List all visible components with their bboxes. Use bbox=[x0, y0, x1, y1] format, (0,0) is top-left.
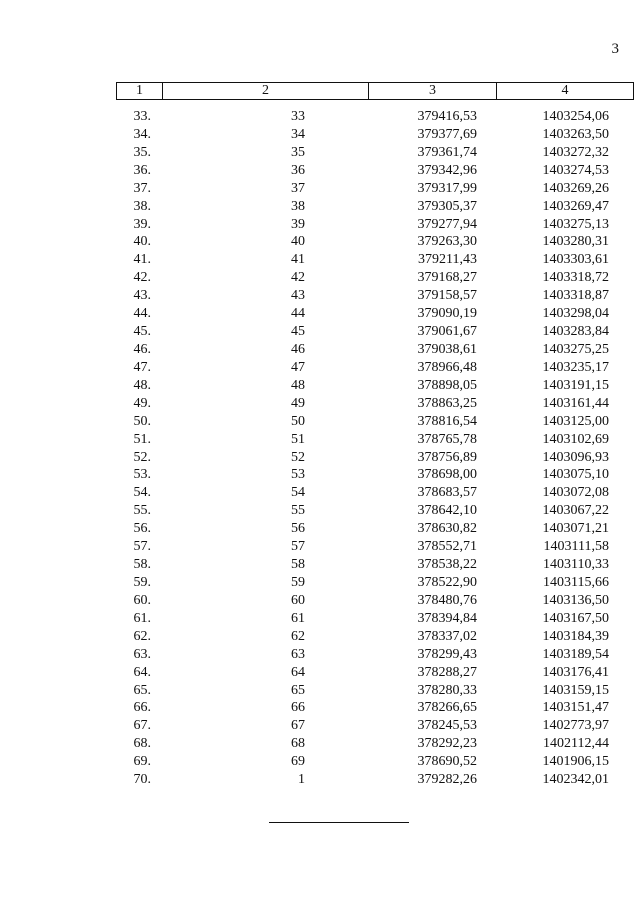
table-row bbox=[116, 341, 633, 359]
cell-x-coordinate: 378863,25 bbox=[417, 395, 477, 411]
cell-y-coordinate: 1402773,97 bbox=[542, 718, 609, 734]
cell-y-coordinate: 1403110,33 bbox=[543, 557, 609, 573]
cell-point-number: 50. bbox=[133, 413, 151, 429]
table-row bbox=[116, 431, 633, 449]
table-row bbox=[116, 305, 633, 323]
cell-point-number: 33. bbox=[133, 109, 151, 124]
cell-vertex-number: 45 bbox=[291, 324, 305, 340]
cell-vertex-number: 41 bbox=[291, 252, 305, 268]
cell-x-coordinate: 378765,78 bbox=[417, 431, 477, 447]
cell-y-coordinate: 1403275,25 bbox=[542, 341, 609, 357]
cell-x-coordinate: 378245,53 bbox=[417, 718, 477, 734]
cell-y-coordinate: 1403280,31 bbox=[542, 234, 609, 250]
cell-y-coordinate: 1403318,87 bbox=[542, 288, 609, 304]
column-header-4: 4 bbox=[497, 83, 634, 100]
cell-y-coordinate: 1403269,26 bbox=[542, 180, 609, 196]
cell-vertex-number: 64 bbox=[291, 664, 305, 680]
cell-point-number: 46. bbox=[133, 341, 151, 357]
table-row bbox=[116, 574, 633, 592]
cell-y-coordinate: 1403283,84 bbox=[542, 324, 609, 340]
table-row bbox=[116, 556, 633, 574]
cell-x-coordinate: 378966,48 bbox=[417, 359, 477, 375]
cell-vertex-number: 47 bbox=[291, 359, 305, 375]
cell-y-coordinate: 1403191,15 bbox=[542, 377, 609, 393]
table-row bbox=[116, 520, 633, 538]
cell-vertex-number: 69 bbox=[291, 754, 305, 770]
cell-y-coordinate: 1403151,47 bbox=[542, 700, 609, 716]
cell-point-number: 63. bbox=[133, 646, 151, 662]
table-row bbox=[116, 592, 633, 610]
cell-y-coordinate: 1403072,08 bbox=[542, 485, 609, 501]
cell-x-coordinate: 379168,27 bbox=[417, 270, 477, 286]
cell-x-coordinate: 378288,27 bbox=[417, 664, 477, 680]
cell-vertex-number: 50 bbox=[291, 413, 305, 429]
cell-vertex-number: 48 bbox=[291, 377, 305, 393]
cell-point-number: 55. bbox=[133, 503, 151, 519]
cell-y-coordinate: 1403176,41 bbox=[542, 664, 609, 680]
cell-x-coordinate: 379211,43 bbox=[418, 252, 477, 268]
table-row bbox=[116, 126, 633, 144]
cell-y-coordinate: 1403067,22 bbox=[542, 503, 609, 519]
cell-x-coordinate: 378816,54 bbox=[417, 413, 477, 429]
cell-vertex-number: 65 bbox=[291, 682, 305, 698]
cell-y-coordinate: 1403298,04 bbox=[542, 306, 609, 322]
cell-y-coordinate: 1402342,01 bbox=[542, 772, 609, 788]
table-row bbox=[116, 646, 633, 664]
cell-vertex-number: 59 bbox=[291, 574, 305, 590]
cell-y-coordinate: 1403075,10 bbox=[542, 467, 609, 483]
cell-x-coordinate: 379282,26 bbox=[417, 772, 477, 788]
cell-y-coordinate: 1403102,69 bbox=[542, 431, 609, 447]
cell-point-number: 37. bbox=[133, 180, 151, 196]
cell-y-coordinate: 1403272,32 bbox=[542, 144, 609, 160]
table-row bbox=[116, 216, 633, 234]
cell-point-number: 66. bbox=[133, 700, 151, 716]
column-header-3: 3 bbox=[369, 83, 497, 100]
table-row bbox=[116, 413, 633, 431]
cell-vertex-number: 63 bbox=[291, 646, 305, 662]
table-row bbox=[116, 377, 633, 395]
table-row bbox=[116, 717, 633, 735]
cell-y-coordinate: 1403189,54 bbox=[542, 646, 609, 662]
cell-point-number: 41. bbox=[133, 252, 151, 268]
cell-y-coordinate: 1403318,72 bbox=[542, 270, 609, 286]
table-body bbox=[116, 108, 633, 789]
cell-vertex-number: 56 bbox=[291, 521, 305, 537]
table-row bbox=[116, 502, 633, 520]
cell-vertex-number: 49 bbox=[291, 395, 305, 411]
cell-x-coordinate: 378522,90 bbox=[417, 574, 477, 590]
cell-x-coordinate: 378480,76 bbox=[417, 592, 477, 608]
cell-x-coordinate: 379263,30 bbox=[417, 234, 477, 250]
cell-vertex-number: 43 bbox=[291, 288, 305, 304]
cell-point-number: 62. bbox=[133, 628, 151, 644]
table-row bbox=[116, 162, 633, 180]
cell-x-coordinate: 379416,53 bbox=[417, 109, 477, 124]
table-row bbox=[116, 269, 633, 287]
cell-vertex-number: 33 bbox=[291, 109, 305, 124]
table-row bbox=[116, 735, 633, 753]
cell-x-coordinate: 378266,65 bbox=[417, 700, 477, 716]
cell-point-number: 64. bbox=[133, 664, 151, 680]
cell-vertex-number: 1 bbox=[298, 772, 305, 788]
cell-point-number: 43. bbox=[133, 288, 151, 304]
cell-y-coordinate: 1403303,61 bbox=[542, 252, 609, 268]
cell-vertex-number: 37 bbox=[291, 180, 305, 196]
cell-point-number: 48. bbox=[133, 377, 151, 393]
table-row bbox=[116, 323, 633, 341]
cell-vertex-number: 44 bbox=[291, 306, 305, 322]
cell-point-number: 35. bbox=[133, 144, 151, 160]
table-row bbox=[116, 144, 633, 162]
cell-vertex-number: 68 bbox=[291, 736, 305, 752]
cell-vertex-number: 35 bbox=[291, 144, 305, 160]
cell-vertex-number: 36 bbox=[291, 162, 305, 178]
table-row bbox=[116, 233, 633, 251]
table-row bbox=[116, 395, 633, 413]
cell-y-coordinate: 1403096,93 bbox=[542, 449, 609, 465]
table-row bbox=[116, 538, 633, 556]
cell-x-coordinate: 379317,99 bbox=[417, 180, 477, 196]
table-row bbox=[116, 449, 633, 467]
cell-y-coordinate: 1403184,39 bbox=[542, 628, 609, 644]
cell-vertex-number: 58 bbox=[291, 557, 305, 573]
cell-x-coordinate: 378394,84 bbox=[417, 610, 477, 626]
cell-x-coordinate: 379361,74 bbox=[417, 144, 477, 160]
cell-y-coordinate: 1403274,53 bbox=[542, 162, 609, 178]
cell-point-number: 49. bbox=[133, 395, 151, 411]
cell-point-number: 57. bbox=[133, 539, 151, 555]
cell-x-coordinate: 379277,94 bbox=[417, 216, 477, 232]
cell-point-number: 56. bbox=[133, 521, 151, 537]
cell-point-number: 47. bbox=[133, 359, 151, 375]
cell-point-number: 53. bbox=[133, 467, 151, 483]
cell-point-number: 60. bbox=[133, 592, 151, 608]
cell-y-coordinate: 1403167,50 bbox=[542, 610, 609, 626]
cell-x-coordinate: 378280,33 bbox=[417, 682, 477, 698]
cell-point-number: 45. bbox=[133, 324, 151, 340]
cell-point-number: 40. bbox=[133, 234, 151, 250]
cell-y-coordinate: 1403115,66 bbox=[543, 574, 609, 590]
cell-point-number: 58. bbox=[133, 557, 151, 573]
cell-point-number: 34. bbox=[133, 126, 151, 142]
cell-vertex-number: 55 bbox=[291, 503, 305, 519]
cell-point-number: 42. bbox=[133, 270, 151, 286]
cell-x-coordinate: 379377,69 bbox=[417, 126, 477, 142]
cell-x-coordinate: 379061,67 bbox=[417, 324, 477, 340]
cell-vertex-number: 38 bbox=[291, 198, 305, 214]
table-row bbox=[116, 466, 633, 484]
table-row bbox=[116, 198, 633, 216]
cell-vertex-number: 40 bbox=[291, 234, 305, 250]
cell-x-coordinate: 378552,71 bbox=[417, 539, 477, 555]
cell-x-coordinate: 378683,57 bbox=[417, 485, 477, 501]
cell-y-coordinate: 1403111,58 bbox=[543, 539, 609, 555]
cell-vertex-number: 52 bbox=[291, 449, 305, 465]
cell-vertex-number: 57 bbox=[291, 539, 305, 555]
cell-x-coordinate: 379090,19 bbox=[417, 306, 477, 322]
cell-vertex-number: 34 bbox=[291, 126, 305, 142]
table-row bbox=[116, 664, 633, 682]
cell-point-number: 61. bbox=[133, 610, 151, 626]
cell-point-number: 68. bbox=[133, 736, 151, 752]
table-row bbox=[116, 287, 633, 305]
cell-point-number: 38. bbox=[133, 198, 151, 214]
cell-y-coordinate: 1403125,00 bbox=[542, 413, 609, 429]
cell-point-number: 70. bbox=[133, 772, 151, 788]
cell-x-coordinate: 378642,10 bbox=[417, 503, 477, 519]
cell-x-coordinate: 379038,61 bbox=[417, 341, 477, 357]
cell-x-coordinate: 378538,22 bbox=[417, 557, 477, 573]
table-row bbox=[116, 699, 633, 717]
cell-y-coordinate: 1403263,50 bbox=[542, 126, 609, 142]
page-number: 3 bbox=[611, 41, 619, 57]
cell-vertex-number: 54 bbox=[291, 485, 305, 501]
table-header bbox=[116, 82, 634, 100]
cell-vertex-number: 62 bbox=[291, 628, 305, 644]
cell-x-coordinate: 378337,02 bbox=[417, 628, 477, 644]
footer-divider bbox=[269, 822, 409, 823]
cell-vertex-number: 51 bbox=[291, 431, 305, 447]
cell-x-coordinate: 378630,82 bbox=[417, 521, 477, 537]
column-header-1: 1 bbox=[117, 83, 163, 100]
table-row bbox=[116, 682, 633, 700]
cell-vertex-number: 60 bbox=[291, 592, 305, 608]
cell-vertex-number: 39 bbox=[291, 216, 305, 232]
cell-y-coordinate: 1403269,47 bbox=[542, 198, 609, 214]
cell-x-coordinate: 378299,43 bbox=[417, 646, 477, 662]
cell-vertex-number: 42 bbox=[291, 270, 305, 286]
cell-y-coordinate: 1403235,17 bbox=[542, 359, 609, 375]
cell-x-coordinate: 378756,89 bbox=[417, 449, 477, 465]
cell-x-coordinate: 379158,57 bbox=[417, 288, 477, 304]
table-row bbox=[116, 180, 633, 198]
table-row bbox=[116, 484, 633, 502]
cell-point-number: 59. bbox=[133, 574, 151, 590]
cell-point-number: 67. bbox=[133, 718, 151, 734]
cell-point-number: 51. bbox=[133, 431, 151, 447]
cell-vertex-number: 46 bbox=[291, 341, 305, 357]
cell-point-number: 44. bbox=[133, 306, 151, 322]
cell-x-coordinate: 378898,05 bbox=[417, 377, 477, 393]
cell-point-number: 39. bbox=[133, 216, 151, 232]
table-row bbox=[116, 108, 633, 126]
cell-x-coordinate: 378698,00 bbox=[417, 467, 477, 483]
table-row bbox=[116, 251, 633, 269]
cell-vertex-number: 66 bbox=[291, 700, 305, 716]
cell-y-coordinate: 1403159,15 bbox=[542, 682, 609, 698]
cell-y-coordinate: 1403071,21 bbox=[542, 521, 609, 537]
table-row bbox=[116, 753, 633, 771]
table-row bbox=[116, 359, 633, 377]
cell-vertex-number: 67 bbox=[291, 718, 305, 734]
cell-y-coordinate: 1403275,13 bbox=[542, 216, 609, 232]
table-row bbox=[116, 610, 633, 628]
table-row bbox=[116, 771, 633, 789]
cell-vertex-number: 61 bbox=[291, 610, 305, 626]
cell-y-coordinate: 1403254,06 bbox=[542, 109, 609, 124]
cell-point-number: 69. bbox=[133, 754, 151, 770]
cell-x-coordinate: 379305,37 bbox=[417, 198, 477, 214]
cell-x-coordinate: 378292,23 bbox=[417, 736, 477, 752]
cell-x-coordinate: 378690,52 bbox=[417, 754, 477, 770]
cell-y-coordinate: 1402112,44 bbox=[543, 736, 609, 752]
column-header-2: 2 bbox=[163, 83, 369, 100]
cell-point-number: 65. bbox=[133, 682, 151, 698]
table-row bbox=[116, 628, 633, 646]
cell-y-coordinate: 1403161,44 bbox=[542, 395, 609, 411]
cell-point-number: 52. bbox=[133, 449, 151, 465]
cell-y-coordinate: 1403136,50 bbox=[542, 592, 609, 608]
cell-y-coordinate: 1401906,15 bbox=[542, 754, 609, 770]
cell-point-number: 36. bbox=[133, 162, 151, 178]
cell-point-number: 54. bbox=[133, 485, 151, 501]
cell-x-coordinate: 379342,96 bbox=[417, 162, 477, 178]
cell-vertex-number: 53 bbox=[291, 467, 305, 483]
